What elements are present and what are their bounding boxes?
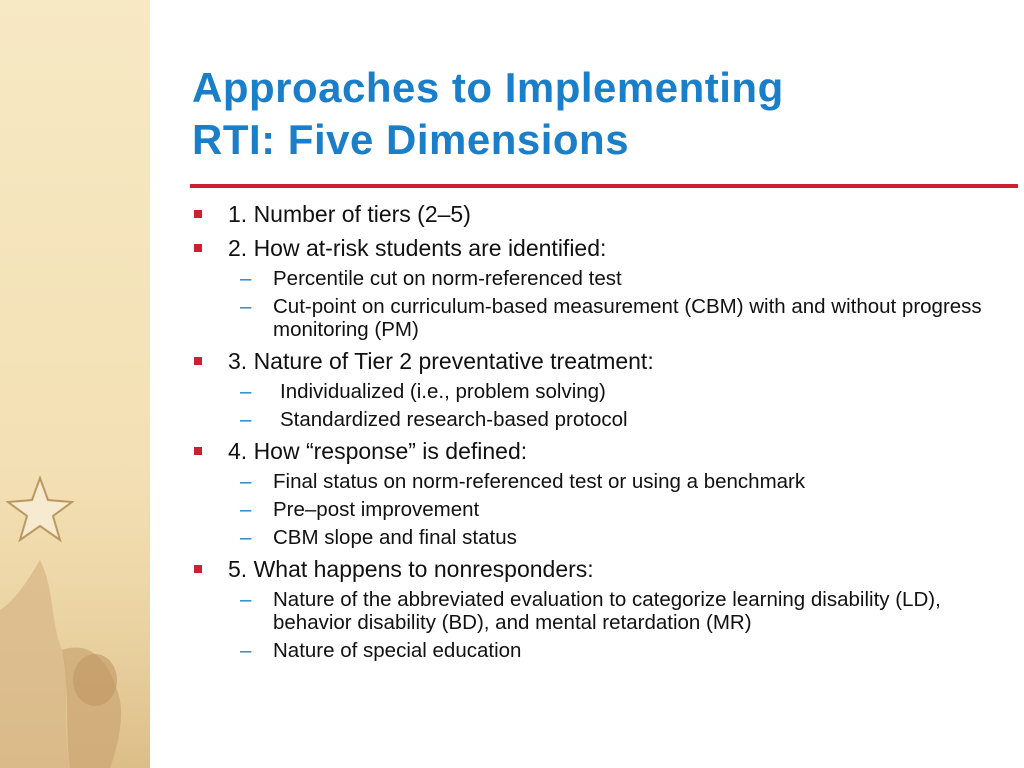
item-label: 5. What happens to nonresponders: [228,556,594,582]
sub-item [192,498,982,521]
sub-item-label: Cut-point on curriculum-based measurement (CBM) with and without progress monitoring (PM) [273,295,982,341]
sub-item [192,526,982,549]
square-bullet-icon [194,565,202,573]
list-item [192,437,982,465]
title-line-2: RTI: Five Dimensions [192,116,630,163]
title-divider [190,184,1018,188]
sub-item [192,408,982,431]
dash-bullet-icon: – [240,380,252,403]
sub-item-label: Standardized research-based protocol [280,408,628,431]
sub-item-label: CBM slope and final status [273,526,517,549]
sub-item [192,295,982,341]
list-item [192,234,982,262]
sub-item [192,380,982,403]
dash-bullet-icon: – [240,470,252,493]
sub-item-label: Nature of special education [273,639,522,662]
dash-bullet-icon: – [240,267,252,290]
dash-bullet-icon: – [240,588,252,611]
square-bullet-icon [194,447,202,455]
decorative-side-band [0,0,150,768]
bullet-list [192,200,982,668]
dash-bullet-icon: – [240,639,252,662]
sub-list [192,588,982,662]
star-reaching-child-illustration [0,0,150,768]
sub-item [192,588,982,634]
sub-list [192,267,982,341]
dash-bullet-icon: – [240,295,252,318]
list-item [192,200,982,228]
slide-title [192,62,992,166]
title-line-1: Approaches to Implementing [192,64,784,111]
square-bullet-icon [194,210,202,218]
item-label: 2. How at-risk students are identified: [228,235,607,261]
sub-item-label: Pre–post improvement [273,498,480,521]
list-item [192,347,982,375]
dash-bullet-icon: – [240,408,252,431]
item-label: 1. Number of tiers (2–5) [228,201,471,227]
sub-item-label: Individualized (i.e., problem solving) [280,380,606,403]
dash-bullet-icon: – [240,498,252,521]
sub-item [192,470,982,493]
list-item [192,555,982,583]
sub-item [192,267,982,290]
square-bullet-icon [194,357,202,365]
sub-item-label: Nature of the abbreviated evaluation to categorize learning disability (LD), behavior disability (BD), and mental retardation (MR) [273,588,941,634]
square-bullet-icon [194,244,202,252]
item-label: 4. How “response” is defined: [228,438,528,464]
item-label: 3. Nature of Tier 2 preventative treatment: [228,348,654,374]
sub-list [192,470,982,549]
sub-item-label: Final status on norm-referenced test or using a benchmark [273,470,806,493]
sub-item-label: Percentile cut on norm-referenced test [273,267,622,290]
sub-item [192,639,982,662]
sub-list [192,380,982,431]
dash-bullet-icon: – [240,526,252,549]
